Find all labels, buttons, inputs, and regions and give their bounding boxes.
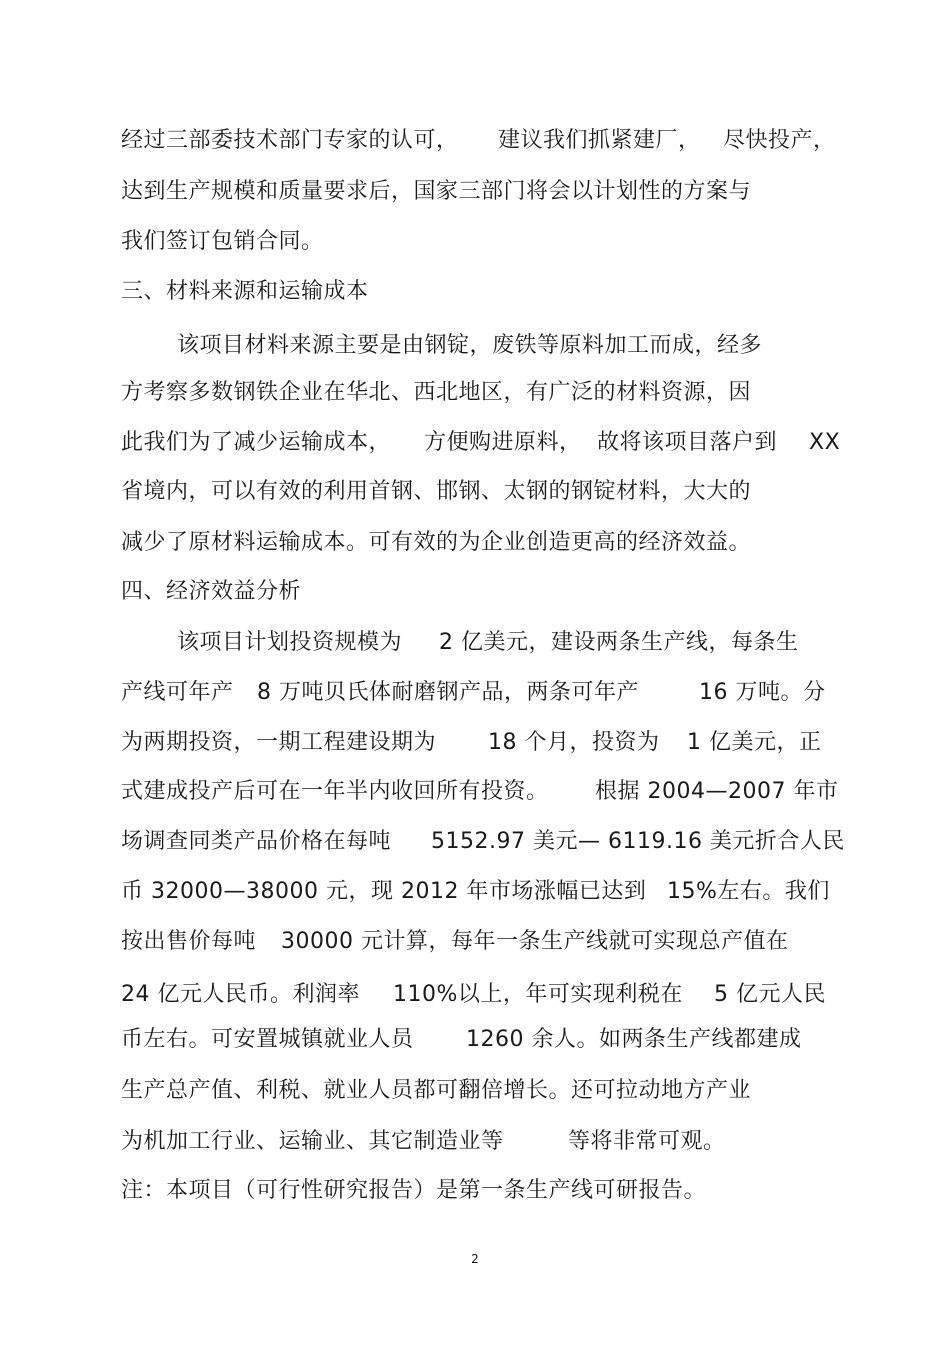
text-segment: 币左右。可安置城镇就业人员: [121, 1027, 414, 1052]
text-segment: 此我们为了减少运输成本，: [121, 430, 392, 455]
text-segment: 1 亿美元，正: [687, 730, 822, 755]
text-segment: 18 个月，投资为: [488, 730, 660, 755]
text-segment: 8 万吨贝氏体耐磨钢产品，两条可年产: [257, 680, 639, 705]
text-segment: 等将非常可观。: [568, 1129, 726, 1154]
text-segment: 币 32000—38000 元，现 2012 年市场涨幅已达到: [121, 879, 647, 904]
text-segment: 该项目计划投资规模为: [177, 630, 403, 655]
text-segment: 24 亿元人民币。利润率: [121, 982, 360, 1007]
text-segment: 为机加工行业、运输业、其它制造业等: [121, 1129, 504, 1154]
text-segment: 为两期投资，一期工程建设期为: [121, 730, 437, 755]
text-segment: 四、经济效益分析: [121, 579, 302, 604]
text-segment: 方考察多数钢铁企业在华北、西北地区，有广泛的材料资源，因: [121, 380, 752, 405]
text-segment: 15%左右。我们: [667, 879, 830, 904]
text-segment: 我们签订包销合同。: [121, 229, 324, 254]
text-segment: 方便购进原料，: [424, 430, 582, 455]
text-segment: 尽快投产，: [723, 128, 836, 153]
text-segment: 注：本项目（可行性研究报告）是第一条生产线可研报告。: [121, 1178, 707, 1203]
text-segment: 1260 余人。如两条生产线都建成: [466, 1027, 802, 1052]
text-segment: 省境内，可以有效的利用首钢、邯钢、太钢的钢锭材料，大大的: [121, 479, 752, 504]
text-segment: 故将该项目落户到: [597, 430, 778, 455]
text-segment: 经过三部委技术部门专家的认可，: [121, 128, 459, 153]
text-segment: 减少了原材料运输成本。可有效的为企业创造更高的经济效益。: [121, 530, 752, 555]
text-segment: 场调查同类产品价格在每吨: [121, 829, 392, 854]
text-segment: 生产总产值、利税、就业人员都可翻倍增长。还可拉动地方产业: [121, 1078, 752, 1103]
text-segment: XX: [809, 430, 841, 455]
text-segment: 2 亿美元，建设两条生产线，每条生: [439, 630, 799, 655]
text-segment: 式建成投产后可在一年半内收回所有投资。: [121, 779, 549, 804]
text-segment: 该项目材料来源主要是由钢锭，废铁等原料加工而成，经多: [177, 333, 763, 358]
text-segment: 5152.97 美元— 6119.16 美元折合人民: [431, 829, 845, 854]
text-segment: 30000 元计算，每年一条生产线就可实现总产值在: [281, 929, 789, 954]
text-segment: 根据 2004—2007 年市: [595, 779, 839, 804]
text-segment: 建议我们抓紧建厂，: [498, 128, 701, 153]
text-segment: 按出售价每吨: [121, 929, 257, 954]
text-segment: 产线可年产: [121, 680, 234, 705]
text-segment: 16 万吨。分: [699, 680, 826, 705]
text-segment: 达到生产规模和质量要求后，国家三部门将会以计划性的方案与: [121, 179, 752, 204]
text-segment: 110%以上，年可实现利税在: [393, 982, 683, 1007]
page-number: 2: [471, 1252, 479, 1266]
text-segment: 5 亿元人民: [714, 982, 826, 1007]
text-segment: 三、材料来源和运输成本: [121, 279, 369, 304]
